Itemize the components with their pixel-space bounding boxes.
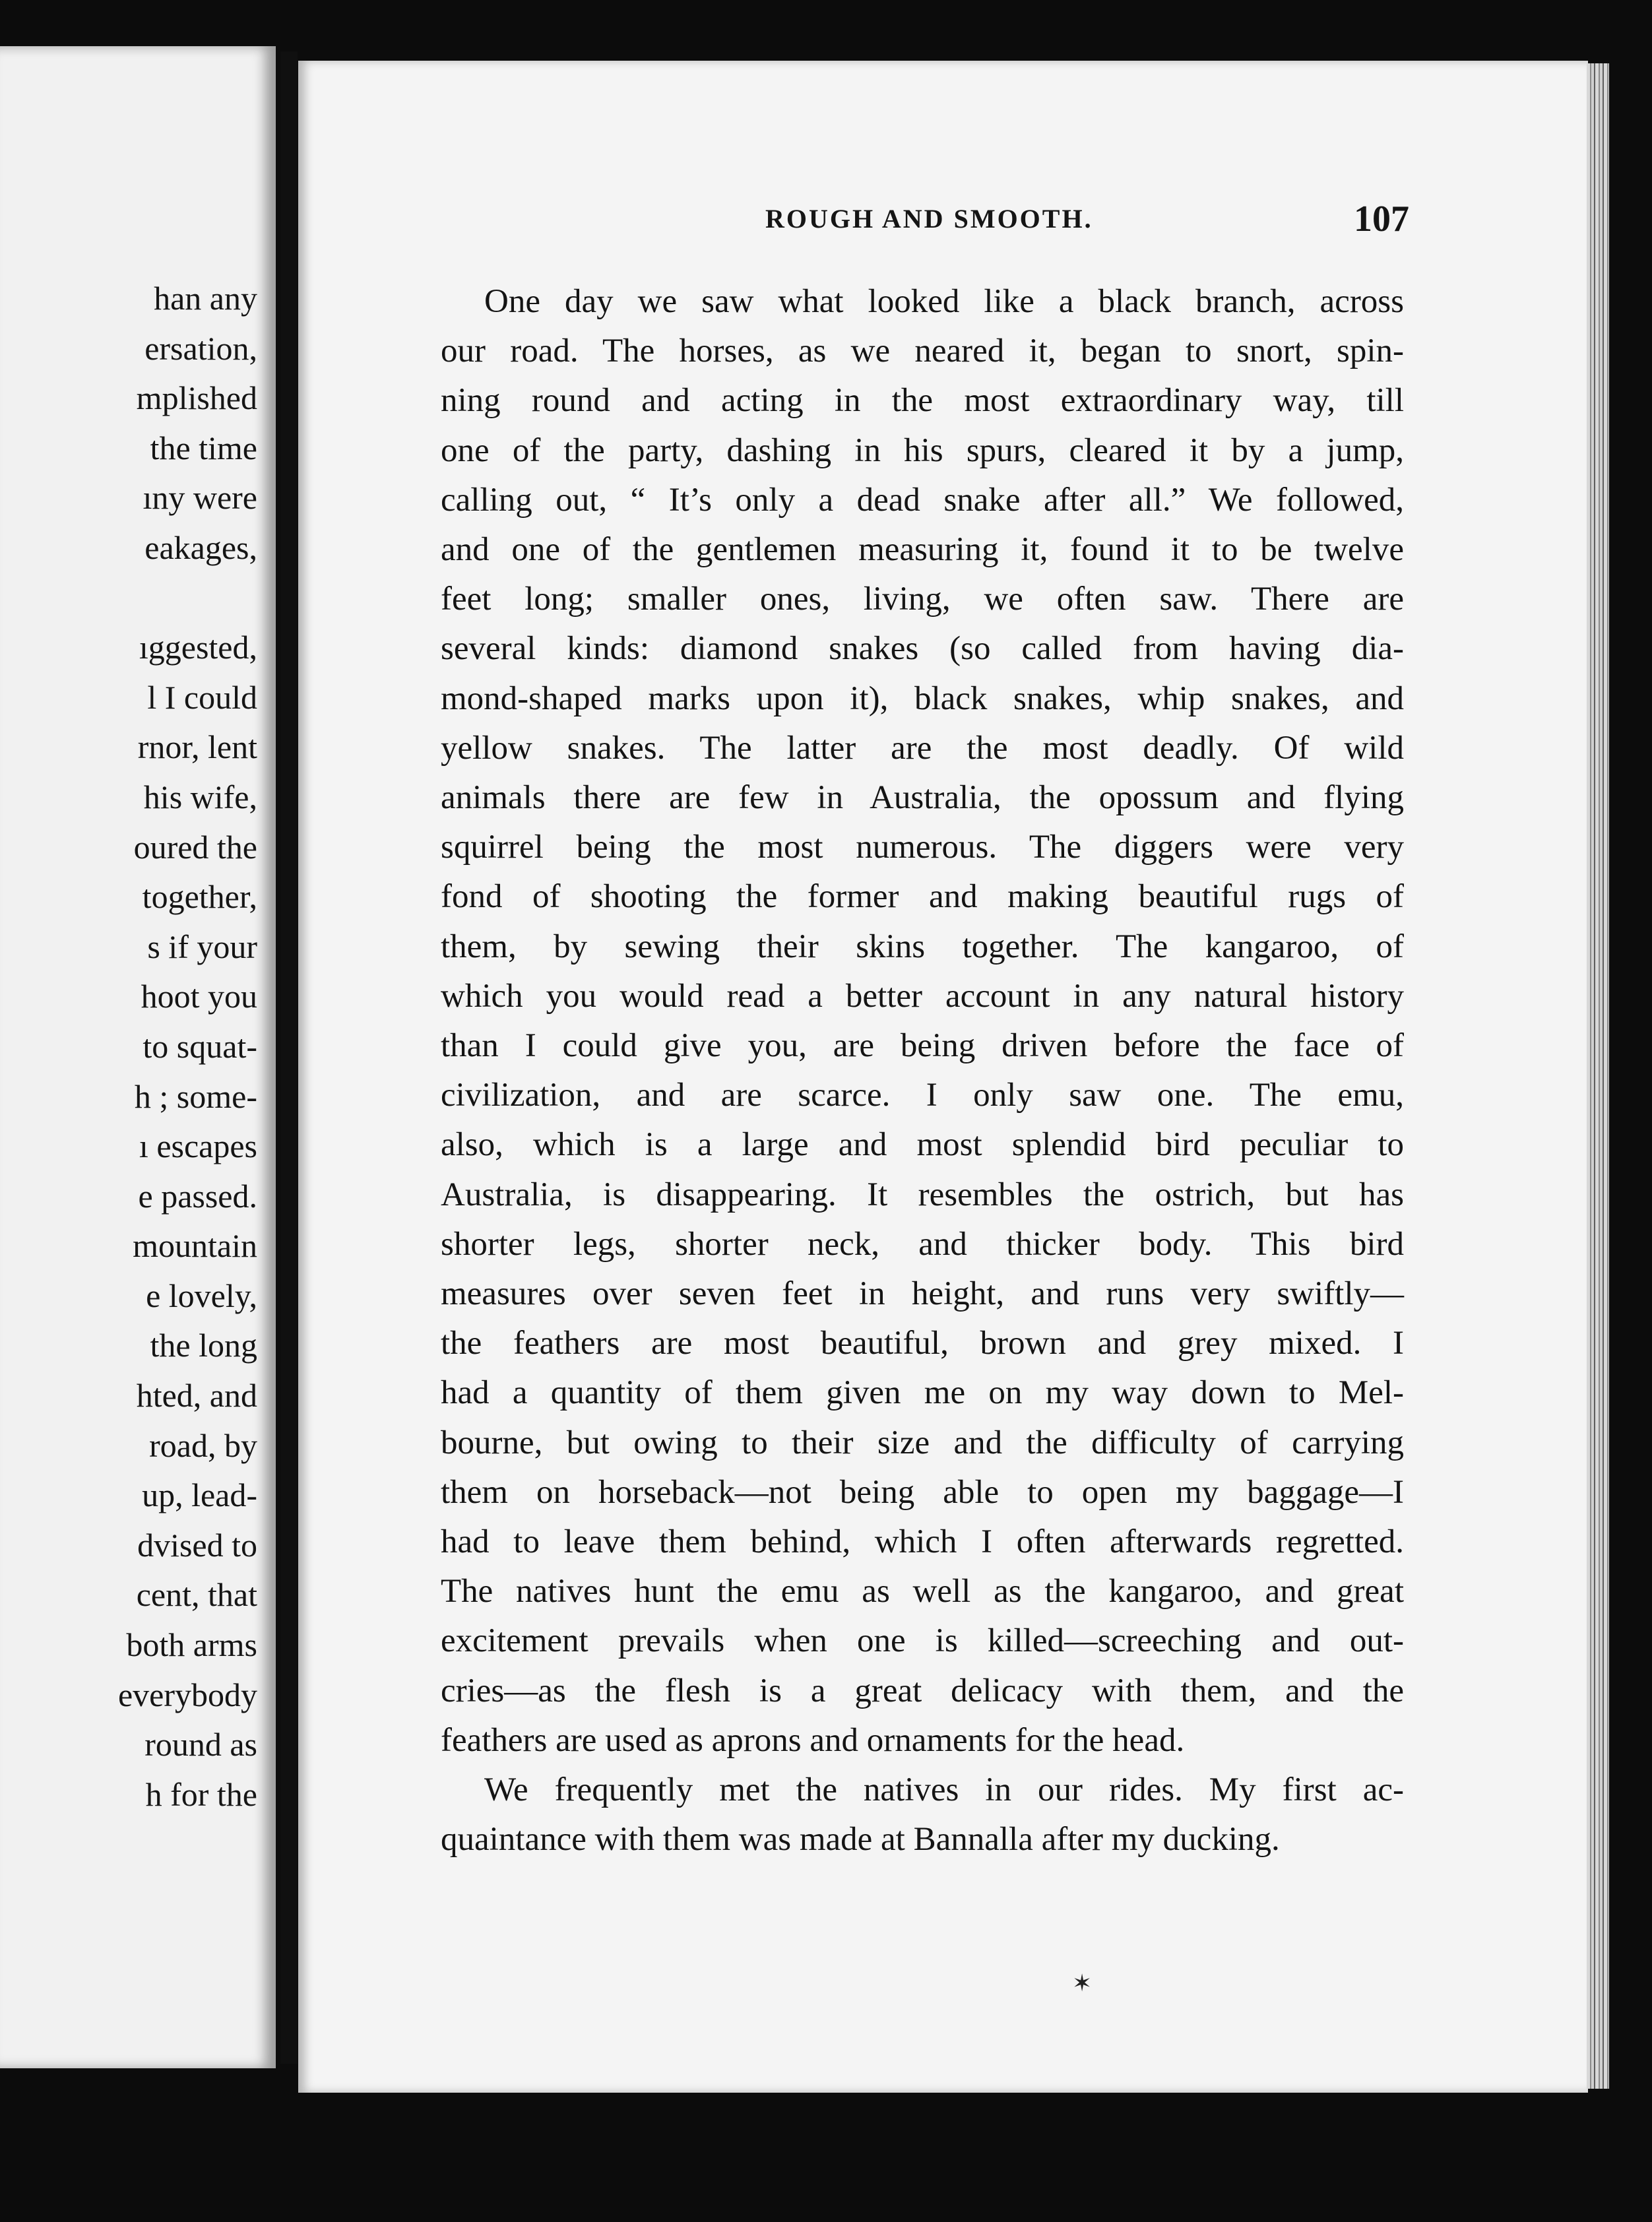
page-edge	[1587, 63, 1609, 2089]
text-line: squirrel being the most numerous. The diggers were very	[441, 829, 1404, 866]
text-line: yellow snakes. The latter are the most deadly. Of wild	[441, 729, 1404, 767]
left-page-line: together,	[142, 878, 257, 916]
text-line: also, which is a large and most splendid bird peculiar to	[441, 1126, 1404, 1164]
text-line: calling out, “ It’s only a dead snake after all.” We followed,	[441, 481, 1404, 519]
text-line: one of the party, dashing in his spurs, cleared it by a jump,	[441, 431, 1404, 469]
left-page-line: e passed.	[138, 1177, 257, 1215]
text-line: animals there are few in Australia, the opossum and flying	[441, 779, 1404, 817]
left-page-line: oured the	[133, 828, 257, 866]
text-line: quaintance with them was made at Bannalla after my ducking.	[441, 1821, 1280, 1858]
left-page-line: eakages,	[144, 528, 257, 566]
ink-mark: ✶	[1072, 1970, 1093, 1996]
left-page-line: hted, and	[136, 1377, 257, 1414]
text-line: which you would read a better account in any natural history	[441, 977, 1404, 1015]
text-line: The natives hunt the emu as well as the kangaroo, and great	[441, 1573, 1404, 1610]
text-line: fond of shooting the former and making beautiful rugs of	[441, 878, 1404, 916]
left-page-line: e lovely,	[146, 1277, 257, 1314]
left-page-line	[118, 573, 257, 623]
left-page-line: cent, that	[136, 1576, 257, 1614]
text-line: them, by sewing their skins together. The kangaroo, of	[441, 928, 1404, 965]
text-line: than I could give you, are being driven before the face of	[441, 1027, 1404, 1065]
left-page-line: ıggested,	[139, 629, 257, 666]
left-page-line: road, by	[149, 1426, 257, 1464]
text-line: and one of the gentlemen measuring it, found it to be twelve	[441, 531, 1404, 569]
text-line: several kinds: diamond snakes (so called from having dia-	[441, 630, 1404, 668]
page-number: 107	[1354, 199, 1409, 239]
body-text	[441, 277, 1404, 1865]
text-line: One day we saw what looked like a black branch, across	[484, 283, 1404, 320]
text-line: excitement prevails when one is killed—screeching and out-	[441, 1622, 1404, 1660]
left-page-line: everybody	[117, 1676, 257, 1713]
left-page-line: the long	[150, 1327, 257, 1364]
left-page-text	[118, 274, 257, 1820]
left-page-line: h for the	[145, 1775, 257, 1813]
text-line: had to leave them behind, which I often afterwards regretted.	[441, 1523, 1404, 1561]
left-page	[0, 46, 276, 2068]
text-line: shorter legs, shorter neck, and thicker body. This bird	[441, 1225, 1404, 1263]
left-page-line: mountain	[133, 1227, 257, 1265]
left-page-line: round as	[144, 1726, 257, 1763]
text-line: cries—as the flesh is a great delicacy with them, and the	[441, 1672, 1404, 1709]
left-page-line: his wife,	[143, 778, 257, 815]
text-line: Australia, is disappearing. It resembles the ostrich, but has	[441, 1176, 1404, 1213]
text-line: feet long; smaller ones, living, we often saw. There are	[441, 581, 1404, 618]
text-line: had a quantity of them given me on my way down to Mel-	[441, 1374, 1404, 1412]
left-page-line: han any	[154, 280, 257, 317]
running-head: ROUGH AND SMOOTH.	[765, 204, 1093, 234]
book-gutter	[280, 51, 298, 2064]
left-page-line: mplished	[136, 379, 257, 417]
left-page-line: hoot you	[141, 978, 257, 1015]
text-line: measures over seven feet in height, and runs very swiftly—	[441, 1275, 1404, 1313]
left-page-line: both arms	[126, 1626, 257, 1664]
left-page-line: h ; some-	[134, 1077, 257, 1115]
text-line: We frequently met the natives in our rides. My first ac-	[484, 1771, 1404, 1809]
left-page-line: to squat-	[143, 1027, 257, 1065]
text-line: our road. The horses, as we neared it, began to snort, spin-	[441, 333, 1404, 370]
left-page-line: ı escapes	[139, 1127, 257, 1165]
left-page-line: rnor, lent	[137, 728, 257, 766]
left-page-line: the time	[150, 429, 257, 466]
text-line: the feathers are most beautiful, brown and grey mixed. I	[441, 1325, 1404, 1362]
left-page-line: l I could	[147, 678, 257, 716]
text-line: bourne, but owing to their size and the difficulty of carrying	[441, 1424, 1404, 1461]
left-page-line: s if your	[147, 928, 257, 965]
left-page-line: ersation,	[144, 329, 257, 367]
text-line: mond-shaped marks upon it), black snakes, whip snakes, and	[441, 680, 1404, 717]
left-page-line: ıny were	[143, 479, 257, 517]
text-line: ning round and acting in the most extraordinary way, till	[441, 382, 1404, 420]
paragraph	[441, 1765, 1404, 1864]
text-line: them on horseback—not being able to open my baggage—I	[441, 1473, 1404, 1511]
text-line: feathers are used as aprons and ornaments for the head.	[441, 1721, 1185, 1759]
paragraph	[441, 277, 1404, 1765]
left-page-line: dvised to	[137, 1526, 257, 1564]
left-page-line: up, lead-	[142, 1476, 257, 1514]
text-line: civilization, and are scarce. I only saw one. The emu,	[441, 1077, 1404, 1114]
